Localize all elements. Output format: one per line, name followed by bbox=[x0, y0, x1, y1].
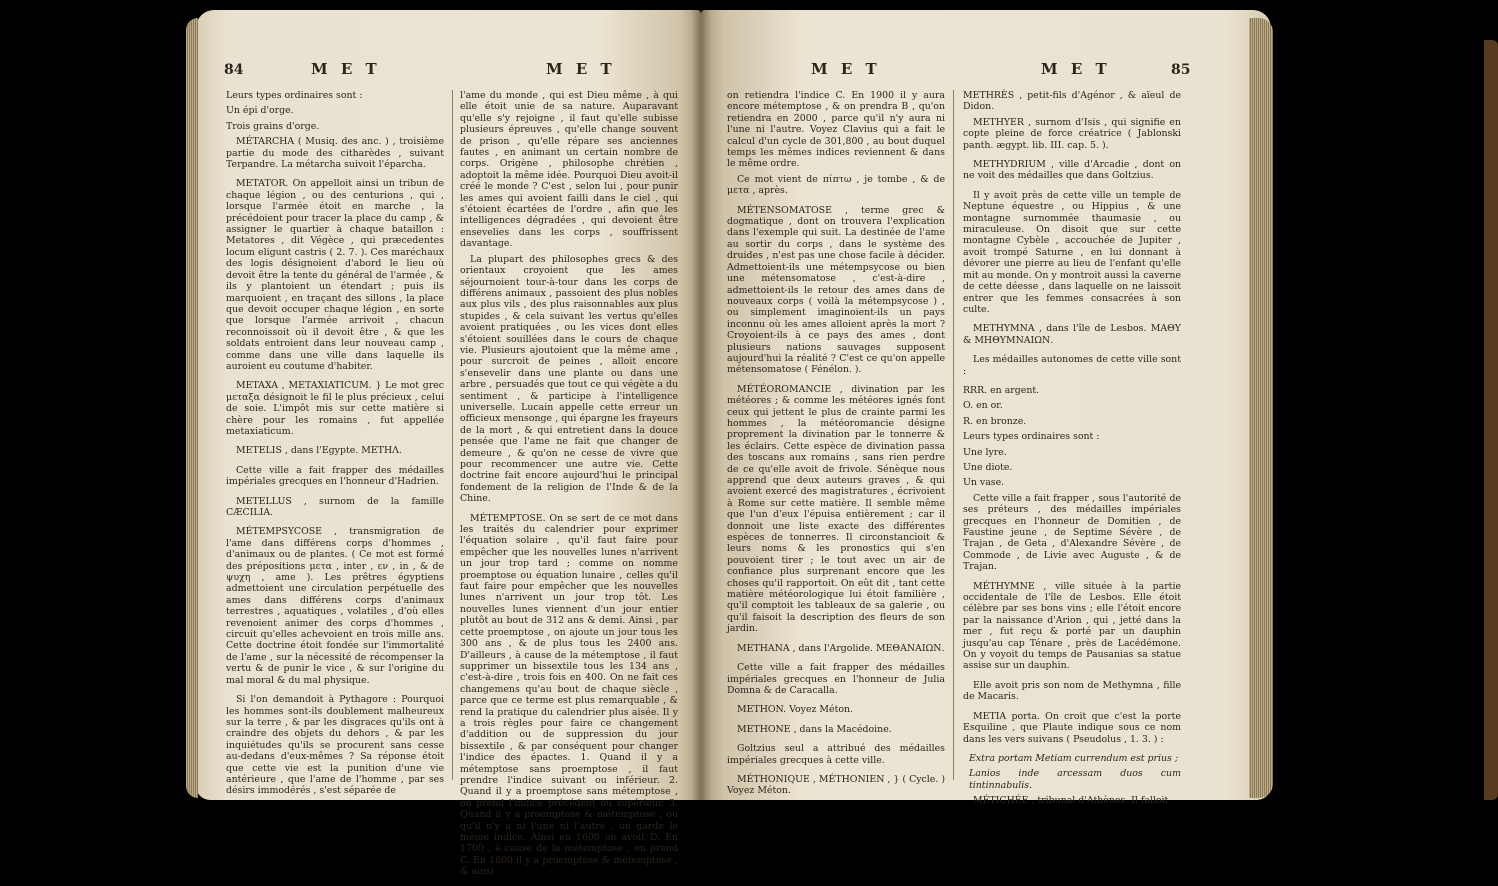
left-page-number: 84 bbox=[224, 62, 244, 78]
paragraph: La plupart des philosophes grecs & des orientaux croyoient que les ames séjournoient tour-à-tour dans les corps de différens animaux , passoient des plus nobles aux plus vils , des plus raisonnables aux plus stupides , & cela suivant les vertus qu'elles avoient pratiquées , ou les vices dont elles s'étoient souillées dans le cours de chaque vie. Plusieurs ajoutoient que la même ame , pour surcroit de peines , alloit encore s'ensevelir dans une plante ou dans une arbre , persuadés que tout ce qui végète a du sentiment , & participe à l'intelligence universelle. Lucain appelle cette erreur un officieux mensonge , qui épargne les frayeurs de la mort , & qui entretient dans la douce pensée que l'ame ne fait que changer de demeure , & qu'on ne cesse de vivre que pour recommencer une autre vie. Cette doctrine fait encore aujourd'hui le principal fondement de la religion de l'Inde & de la Chine. bbox=[460, 253, 678, 505]
book-cover-right bbox=[1484, 40, 1498, 800]
paragraph: R. en bronze. bbox=[963, 415, 1027, 427]
paragraph: l'ame du monde , qui est Dieu même , à qui elle étoit unie de sa nature. Auparavant qu'elle s'y rejoigne , il faut qu'elle subisse plusieurs épreuves , qu'elle change souvent de prison , qu'elle répare ses anciennes fautes , en animant un certain nombre de corps. Origène , philosophe chrétien , adoptoit la même idée. Pourquoi Dieu avoit-il créé le monde ? C'est , selon lui , pour punir les ames qui avoient failli dans le ciel , qui s'étoient écartées de l'ordre , afin que les intelligences dégradées , qui devoient être ensevelies dans les corps , souffrissent davantage. bbox=[460, 90, 678, 250]
right-page-header: M E T bbox=[1041, 60, 1111, 78]
paragraph: METHYMNA , dans l'île de Lesbos. ΜΑΘΥ & ΜΗΘΥΜΝΑΙΩΝ. bbox=[963, 323, 1181, 346]
paragraph: MÉTARCHA ( Musiq. des anc. ) , troisième partie du mode des citharèdes , suivant Terpandre. La métarcha suivoit l'éparcha. bbox=[226, 136, 444, 171]
paragraph: Un vase. bbox=[963, 477, 1005, 489]
paragraph: MÉTHONIQUE , MÉTHONIEN , } ( Cycle. ) Voyez Méton. bbox=[727, 773, 945, 797]
paragraph: Une diote. bbox=[963, 461, 1013, 473]
paragraph: MÉTÉOROMANCIE , divination par les météores ; & comme les météores ignés font ceux qui jettent le plus de crainte parmi les hommes , la météoromancie désigne proprement la divination par le tonnerre & les éclairs. Cette espèce de divination passa des toscans aux romains , sans rien perdre de ce qu'elle avoit de frivole. Sénèque nous apprend que deux auteurs graves , & qui avoient exercé des magistratures , écrivoient à Rome sur cette matière. Il semble même que l'un d'eux l'épuisa entièrement ; car il donnoit une liste exacte des différentes espèces de tonnerres. Il circonstancioit & leurs noms & les pronostics qui s'en pouvoient tirer ; le tout avec un air de confiance plus surprenant encore que les choses qu'il rapportoit. On eût dit , tant cette matière météorologique lui étoit familière , qu'il comptoit les tableaux de sa galerie , ou qu'il faisoit la description des fleurs de son jardin. bbox=[727, 383, 945, 635]
paragraph: MÉTEMPTOSE. On se sert de ce mot dans les traités du calendrier pour exprimer l'équation solaire , qu'il faut faire pour empêcher que les nouvelles lunes n'arrivent un jour trop tard ; comme on nomme proemptose ou équation lunaire , celles qu'il faut faire pour empêcher que les nouvelles lunes n'arrivent un jour trop tôt. Les nouvelles lunes viennent d'un jour entier plutôt au bout de 312 ans & demi. Ainsi , par cette proemptose , on ajoute un jour tous les 300 ans , & de plus tous les 2400 ans. D'ailleurs , à cause de la métemptose , il faut supprimer un bissextile tous les 134 ans , c'est-à-dire , trois fois en 400. On ne fait ces changemens qu'au bout de chaque siècle , parce que ce terme est plus remarquable , & rend la pratique du calendrier plus aisée. Il y a trois règles pour faire ce changement d'addition ou de suppression du jour bissextile , & par conséquent pour changer l'indice des épactes. 1. Quand il y a métemptose sans proemptose , il faut prendre l'indice suivant ou inférieur. 2. Quand il y a proemptose sans métemptose , on prend l'indice précédent ou supérieur. 3. Quand il y a proemptose & métemptose , ou qu'il n'y a ni l'une ni l'autre , on garde le même indice. Ainsi en 1600 on avoit D. En 1700 , à cause de la métemptose , on prend C. En 1800 il y a proemptose & métemptose , & ainsi bbox=[460, 512, 678, 878]
paragraph: Les médailles autonomes de cette ville sont : bbox=[963, 354, 1181, 377]
paragraph: METATOR. On appelloit ainsi un tribun de chaque légion , ou des centurions , qui , lorsque l'armée étoit en marche , la précédoient pour tracer la place du camp , & assigner le quartier à chaque bataillon : Metatores , dit Végèce , qui præcedentes locum eligunt castris ( 2. 7. ). Ces maréchaux des logis désignoient d'abord le lieu où devoit être la tente du général de l'armée , & ils y plantoient un étendart ; puis ils marquoient , en traçant des sillons , la place que devoit occuper chaque légion , en sorte que lorsque l'armée arrivoit , chacun reconnoissoit où il devoit être , & que les soldats entroient dans leur nouveau camp , comme dans une ville dans laquelle ils auroient eu coutume d'habiter. bbox=[226, 178, 444, 372]
paragraph: Si l'on demandoit à Pythagore : Pourquoi les hommes sont-ils doublement malheureux sur la terre , & par les disgraces qu'ils ont à craindre des objets du dehors , & par les inquiétudes qu'ils se procurent sans cesse au-dedans d'eux-mêmes ? Sa réponse étoit que cette vie est la punition d'une vie antérieure , que l'ame de l'homme , par ses désirs immodérés , s'est séparée de bbox=[226, 694, 444, 797]
column-rule bbox=[953, 90, 954, 780]
right-column-1 bbox=[727, 90, 945, 805]
paragraph: METELLUS , surnom de la famille CÆCILIA. bbox=[226, 495, 444, 518]
right-column-2 bbox=[963, 90, 1181, 815]
paragraph: METAXA , METAXIATICUM. } Le mot grec μεταξα désignoit le fil le plus précieux , celui de soie. L'impôt mis sur cette matière si chère pour les romains , fut appellée metaxiaticum. bbox=[226, 380, 444, 437]
right-page-edges bbox=[1249, 18, 1273, 798]
paragraph: Une lyre. bbox=[963, 446, 1007, 458]
paragraph: Goltzius seul a attribué des médailles impériales grecques à cette ville. bbox=[727, 743, 945, 766]
paragraph: Cette ville a fait frapper des médailles impériales grecques en l'honneur de Julia Domna & de Caracalla. bbox=[727, 662, 945, 696]
paragraph: METELIS , dans l'Egypte. ΜΕΤΗΛ. bbox=[236, 445, 402, 457]
paragraph: Extra portam Metiam currendum est prius ; bbox=[969, 752, 1178, 764]
paragraph: Cette ville a fait frapper des médailles impériales grecques en l'honneur d'Hadrien. bbox=[226, 464, 444, 488]
paragraph: METHANA , dans l'Argolide. ΜΕΘΑΝΑΙΩΝ. bbox=[737, 642, 945, 654]
paragraph: Trois grains d'orge. bbox=[226, 120, 320, 132]
right-page-number: 85 bbox=[1171, 62, 1191, 78]
paragraph: Lanios inde arcessam duos cum tintinnabulis. bbox=[969, 768, 1181, 791]
paragraph: O. en or. bbox=[963, 400, 1003, 412]
paragraph: METHYER , surnom d'Isis , qui signifie en copte pleine de force créatrice ( Jablonski panth. ægypt. lib. III. cap. 5. ). bbox=[963, 116, 1181, 151]
paragraph: Leurs types ordinaires sont : bbox=[226, 90, 363, 101]
left-column-1 bbox=[226, 90, 444, 805]
paragraph: RRR. en argent. bbox=[963, 384, 1040, 396]
open-book bbox=[196, 10, 1291, 878]
paragraph: MÉTENSOMATOSE , terme grec & dogmatique , dont on trouvera l'explication dans l'exemple qui suit. La destinée de l'ame au sortir du corps , dans le système des druides , n'est pas une chose facile à décider. Admettoient-ils une métempsycose ou bien une métensomatose , c'est-à-dire , admettoient-ils le retour des ames dans de nouveaux corps ( voilà la métempsycose ) , ou simplement imaginoient-ils un pays inconnu où les ames alloient après la mort ? Croyoient-ils à ce pays des ames , dont plusieurs nations sauvages supposent aujourd'hui la réalité ? C'est ce qu'on appelle métensomatose ( Fénélon. ). bbox=[727, 204, 945, 376]
paragraph: METHRÈS , petit-fils d'Agénor , & aïeul de Didon. bbox=[963, 90, 1181, 113]
paragraph: MÉTICHÉE , tribunal d'Athènes. Il falloit bbox=[973, 795, 1169, 807]
left-column-2 bbox=[460, 90, 678, 886]
paragraph: Elle avoit pris son nom de Methymna , fille de Macaris. bbox=[963, 679, 1181, 703]
left-page bbox=[196, 10, 701, 878]
left-page-header: M E T bbox=[311, 60, 381, 78]
paragraph: METHON. Voyez Méton. bbox=[737, 704, 854, 716]
paragraph: Un épi d'orge. bbox=[226, 105, 294, 117]
paragraph: Leurs types ordinaires sont : bbox=[963, 431, 1100, 443]
paragraph: on retiendra l'indice C. En 1900 il y aura encore métemptose , & on prendra B , qu'on retiendra en 2000 , parce qu'il n'y aura ni l'une ni l'autre. Voyez Clavius qui a fait le calcul d'un cycle de 301,800 , au bout duquel temps les mêmes indices reviennent & dans le même ordre. bbox=[727, 90, 945, 170]
paragraph: MÉTEMPSYCOSE , transmigration de l'ame dans différens corps d'hommes , d'animaux ou de plantes. ( Ce mot est formé des prépositions μετα , inter , εν , in , & de ψυχη , ame ). Les prêtres égyptiens admettoient une circulation perpétuelle des ames dans différens corps d'animaux terrestres , aquatiques , volatiles , d'où elles revenoient animer des corps d'hommes , circuit qu'elles achevoient en trois mille ans. Cette doctrine étoit fondée sur l'immortalité de l'ame , sur la nécessité de récompenser la vertu & de punir le vice , & sur l'origine du mal moral & du mal physique. bbox=[226, 526, 444, 686]
paragraph: MÉTHYMNE , ville située à la partie occidentale de l'île de Lesbos. Elle étoit célèbre par ses bons vins ; elle l'étoit encore par la naissance d'Arion , qui , jetté dans la mer , fut reçu & porté par un dauphin jusqu'au cap Ténare , près de Lacédémone. On y voyoit du temps de Pausanias sa statue assise sur un dauphin. bbox=[963, 580, 1181, 672]
paragraph: Il y avoit près de cette ville un temple de Neptune équestre , ou Hippius , & une montagne surnommée thaumasie , ou miraculeuse. On disoit que sur cette montagne Cybèle , accouchée de Jupiter , avoit trompé Saturne , en lui donnant à dévorer une pierre au lieu de l'enfant qu'elle mit au monde. On y montroit aussi la caverne de cette déesse , dans laquelle on ne laissoit entrer que les femmes consacrées à son culte. bbox=[963, 189, 1181, 315]
right-page-header-left: M E T bbox=[811, 60, 881, 78]
right-page bbox=[701, 10, 1271, 807]
column-rule bbox=[452, 90, 453, 780]
paragraph: Cette ville a fait frapper , sous l'autorité de ses préteurs , des médailles impériales grecques en l'honneur de Domitien , de Faustine jeune , de Septime Sévère , de Trajan , de Geta , d'Alexandre Sévère , de Commode , de Livie avec Auguste , & de Trajan. bbox=[963, 492, 1181, 573]
paragraph: METHONE , dans la Macédoine. bbox=[737, 723, 892, 735]
left-page-edges bbox=[186, 18, 198, 798]
left-page-header-right: M E T bbox=[546, 60, 616, 78]
paragraph: Ce mot vient de πίπτω , je tombe , & de μετα , après. bbox=[727, 173, 945, 197]
paragraph: METHYDRIUM , ville d'Arcadie , dont on ne voit des médailles que dans Goltzius. bbox=[963, 159, 1181, 182]
paragraph: METIA porta. On croit que c'est la porte Esquiline , que Plaute indique sous ce nom dans les vers suivans ( Pseudolus , 1. 3. ) : bbox=[963, 710, 1181, 745]
book-gutter bbox=[691, 10, 711, 800]
